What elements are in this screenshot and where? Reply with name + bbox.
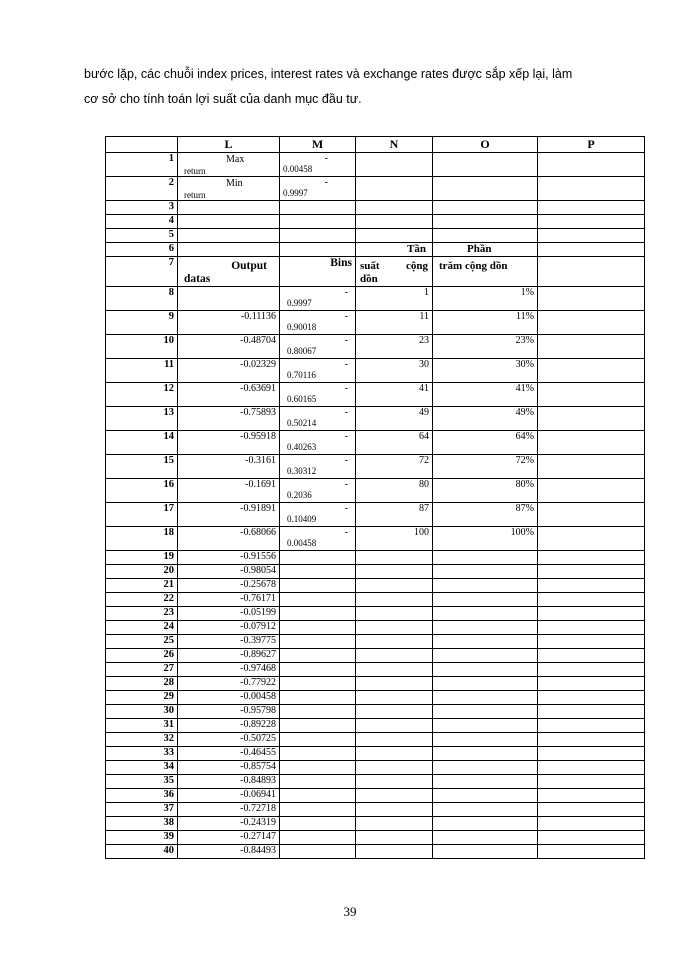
table-row [106, 527, 645, 551]
bin-cell: - 0.70116 [280, 359, 356, 383]
frequency-cell: 49 [356, 407, 433, 431]
table-row [106, 649, 645, 663]
row-number: 1 [106, 153, 178, 177]
table-row [106, 551, 645, 565]
frequency-cell: 11 [356, 311, 433, 335]
table-row [106, 803, 645, 817]
percent-cell: 100% [433, 527, 538, 551]
percent-cell: 30% [433, 359, 538, 383]
table-row [106, 677, 645, 691]
bin-cell: - 0.40263 [280, 431, 356, 455]
table-row [106, 431, 645, 455]
row-number: 6 [106, 243, 178, 257]
row-number: 2 [106, 177, 178, 201]
table-row [106, 311, 645, 335]
percent-cell: 49% [433, 407, 538, 431]
row-number: 12 [106, 383, 178, 407]
frequency-cell: 100 [356, 527, 433, 551]
frequency-cell: 1 [356, 287, 433, 311]
output-data-cell: -0.00458 [178, 691, 280, 705]
output-data-cell: -0.07912 [178, 621, 280, 635]
row-number: 5 [106, 229, 178, 243]
output-data-cell: -0.91556 [178, 551, 280, 565]
row-number: 31 [106, 719, 178, 733]
table-row [106, 761, 645, 775]
percent-cell: 64% [433, 431, 538, 455]
percent-cell: 87% [433, 503, 538, 527]
column-header-o: O [433, 137, 538, 153]
row-number: 11 [106, 359, 178, 383]
min-return-value: - 0.9997 [280, 177, 356, 201]
row-number: 3 [106, 201, 178, 215]
table-row [106, 287, 645, 311]
table-row [106, 383, 645, 407]
bin-cell: - 0.10409 [280, 503, 356, 527]
table-row [106, 503, 645, 527]
output-data-cell [178, 287, 280, 311]
cumulative-frequency-header: Tần suất cộng dồn [356, 257, 433, 287]
output-data-cell: -0.68066 [178, 527, 280, 551]
column-header-l: L [178, 137, 280, 153]
output-data-cell: -0.05199 [178, 607, 280, 621]
frequency-cell: 80 [356, 479, 433, 503]
row-number: 24 [106, 621, 178, 635]
table-row [106, 831, 645, 845]
output-data-cell: -0.24319 [178, 817, 280, 831]
row-number: 26 [106, 649, 178, 663]
output-data-cell: -0.63691 [178, 383, 280, 407]
table-row [106, 215, 645, 229]
output-data-cell: -0.85754 [178, 761, 280, 775]
row-number: 14 [106, 431, 178, 455]
row-number: 23 [106, 607, 178, 621]
output-data-cell: -0.89228 [178, 719, 280, 733]
bin-cell: - 0.50214 [280, 407, 356, 431]
frequency-cell: 64 [356, 431, 433, 455]
output-data-cell: -0.95798 [178, 705, 280, 719]
row-number: 37 [106, 803, 178, 817]
row-number: 27 [106, 663, 178, 677]
percent-cell: 72% [433, 455, 538, 479]
corner-cell [106, 137, 178, 153]
row-number: 22 [106, 593, 178, 607]
row-number: 36 [106, 789, 178, 803]
output-data-cell: -0.77922 [178, 677, 280, 691]
row-number: 29 [106, 691, 178, 705]
output-data-cell: -0.75893 [178, 407, 280, 431]
table-row [106, 565, 645, 579]
row-number: 13 [106, 407, 178, 431]
output-data-cell: -0.39775 [178, 635, 280, 649]
column-label-row [106, 257, 645, 287]
min-return-label: Min return [178, 177, 280, 201]
intro-paragraph [84, 62, 674, 112]
percent-cell: 41% [433, 383, 538, 407]
percent-cell: 1% [433, 287, 538, 311]
table-row [106, 775, 645, 789]
table-row [106, 153, 645, 177]
row-number: 10 [106, 335, 178, 359]
row-number: 9 [106, 311, 178, 335]
table-row [106, 733, 645, 747]
table-row [106, 691, 645, 705]
row-number: 39 [106, 831, 178, 845]
row-number: 4 [106, 215, 178, 229]
table-row [106, 243, 645, 257]
row-number: 34 [106, 761, 178, 775]
table-row [106, 621, 645, 635]
output-data-cell: -0.3161 [178, 455, 280, 479]
row-number: 30 [106, 705, 178, 719]
output-data-cell: -0.25678 [178, 579, 280, 593]
bin-cell: - 0.2036 [280, 479, 356, 503]
table-row [106, 229, 645, 243]
table-row [106, 817, 645, 831]
output-data-cell: -0.76171 [178, 593, 280, 607]
spreadsheet-table [105, 136, 645, 859]
row-number: 20 [106, 565, 178, 579]
bin-cell: - 0.30312 [280, 455, 356, 479]
column-header-n: N [356, 137, 433, 153]
percent-cell: 80% [433, 479, 538, 503]
output-data-cell: -0.27147 [178, 831, 280, 845]
frequency-cell: 30 [356, 359, 433, 383]
output-data-cell: -0.48704 [178, 335, 280, 359]
bin-cell: - 0.80067 [280, 335, 356, 359]
row-number: 17 [106, 503, 178, 527]
output-data-cell: -0.06941 [178, 789, 280, 803]
output-data-cell: -0.84893 [178, 775, 280, 789]
row-number: 33 [106, 747, 178, 761]
row-number: 8 [106, 287, 178, 311]
output-data-cell: -0.02329 [178, 359, 280, 383]
output-data-cell: -0.97468 [178, 663, 280, 677]
table-row [106, 719, 645, 733]
table-row [106, 663, 645, 677]
output-data-cell: -0.11136 [178, 311, 280, 335]
table-row [106, 845, 645, 859]
row-number: 40 [106, 845, 178, 859]
table-row [106, 705, 645, 719]
bin-cell: - 0.00458 [280, 527, 356, 551]
row-number: 16 [106, 479, 178, 503]
row-number: 38 [106, 817, 178, 831]
row-number: 18 [106, 527, 178, 551]
frequency-cell: 72 [356, 455, 433, 479]
row-number: 25 [106, 635, 178, 649]
table-row [106, 359, 645, 383]
table-row [106, 579, 645, 593]
percent-cell: 11% [433, 311, 538, 335]
row-number: 21 [106, 579, 178, 593]
table-row [106, 593, 645, 607]
percent-cell: 23% [433, 335, 538, 359]
output-data-cell: -0.50725 [178, 733, 280, 747]
row-number: 35 [106, 775, 178, 789]
max-return-label: Max return [178, 153, 280, 177]
table-row [106, 455, 645, 479]
output-data-cell: -0.98054 [178, 565, 280, 579]
frequency-cell: 41 [356, 383, 433, 407]
page-number: 39 [343, 904, 357, 919]
output-data-cell: -0.84493 [178, 845, 280, 859]
table-row [106, 789, 645, 803]
column-header-m: M [280, 137, 356, 153]
intro-line-2: cơ sở cho tính toán lợi suất của danh mục đầu tư. [84, 92, 362, 106]
table-row [106, 635, 645, 649]
bin-cell: - 0.9997 [280, 287, 356, 311]
bin-cell: - 0.90018 [280, 311, 356, 335]
frequency-cell: 23 [356, 335, 433, 359]
bins-header: Bins [280, 257, 356, 287]
output-data-cell: -0.1691 [178, 479, 280, 503]
table-row [106, 201, 645, 215]
intro-line-1: bước lặp, các chuỗi index prices, interest rates và exchange rates được sắp xếp lại, làm [84, 67, 573, 81]
table-row [106, 747, 645, 761]
cumulative-percent-header: Phần trăm cộng dồn [433, 257, 538, 287]
row-number: 15 [106, 455, 178, 479]
column-header-p: P [538, 137, 645, 153]
table-row [106, 479, 645, 503]
table-row [106, 335, 645, 359]
output-data-cell: -0.89627 [178, 649, 280, 663]
output-datas-header: Output datas [178, 257, 280, 287]
row-number: 19 [106, 551, 178, 565]
column-header-row [106, 137, 645, 153]
row-number: 7 [106, 257, 178, 287]
max-return-value: - 0.00458 [280, 153, 356, 177]
output-data-cell: -0.91891 [178, 503, 280, 527]
table-row [106, 177, 645, 201]
frequency-cell: 87 [356, 503, 433, 527]
row-number: 28 [106, 677, 178, 691]
output-data-cell: -0.95918 [178, 431, 280, 455]
bin-cell: - 0.60165 [280, 383, 356, 407]
table-row [106, 407, 645, 431]
output-data-cell: -0.72718 [178, 803, 280, 817]
table-row [106, 607, 645, 621]
row-number: 32 [106, 733, 178, 747]
output-data-cell: -0.46455 [178, 747, 280, 761]
